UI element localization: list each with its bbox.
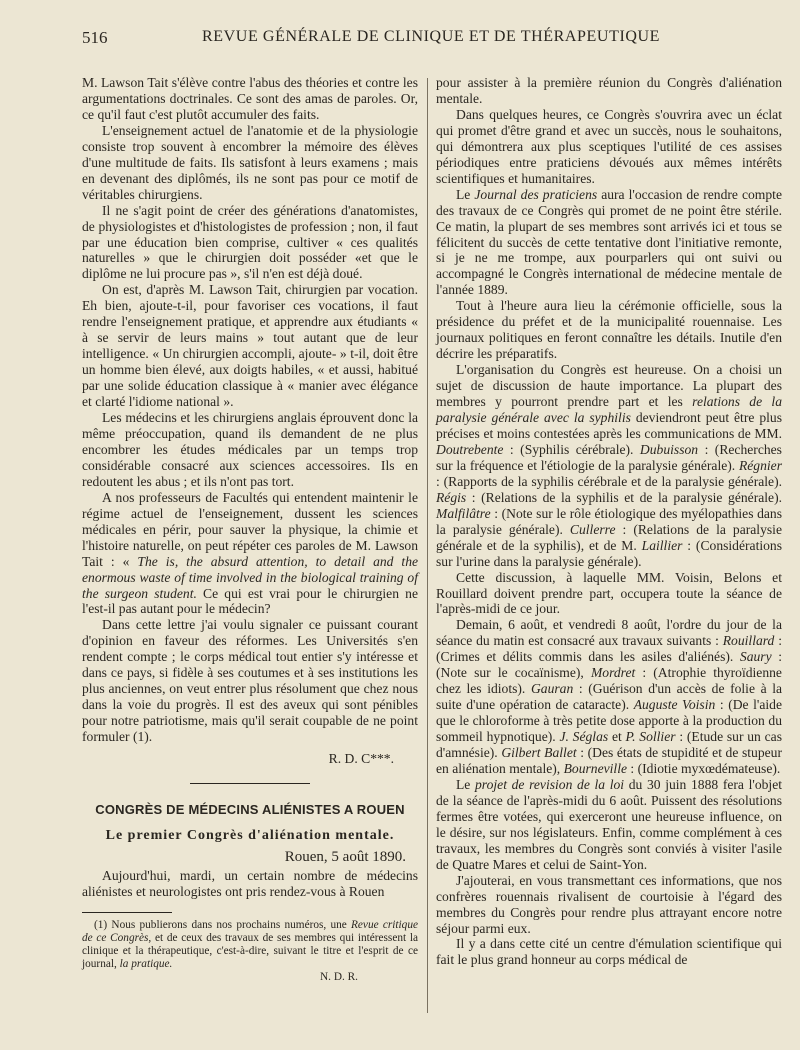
author-name: Malfilâtre (436, 505, 491, 521)
dateline: Rouen, 5 août 1890. (284, 848, 406, 865)
author-name: P. Sollier (625, 729, 676, 745)
text: : (Guérison d'un accès de folie à la suite d'une opération de cataracte). (436, 681, 783, 713)
paragraph: On est, d'après M. Lawson Tait, chirurgien par vocation. Eh bien, ajoute-t-il, pour favoriser ces vocations, il faut rendre l'enseignement pratique, et apprendre aux étudiants « à se servir de leurs mains » tout autant que de leur intelligence. « Un chirurgien accompli, ajoute- » t-il, doit être un homme bien élevé, aux doigts habiles, « et aussi, habitué par une solide éducation classique à « manier avec élégance et clarté l'idiome national ». (82, 282, 418, 410)
text: : (Syphilis cérébrale). (509, 441, 634, 457)
footnote-signature: N. D. R. (320, 970, 358, 983)
paragraph (436, 777, 782, 873)
text: : (Relations de la syphilis et de la paralysie générale). (471, 489, 782, 505)
page-number: 516 (82, 28, 108, 47)
author-name: Cullerre (569, 521, 616, 537)
text: Ce qui est vrai pour le chirurgien ne l'est-il pas autant pour le médecin? (82, 585, 418, 617)
text: : (Des états de stupidité et de stupeur en aliénation mentale), (436, 745, 782, 776)
paragraph: Dans cette lettre j'ai voulu signaler ce puissant courant d'opinion en faveur des réformes. Les Universités s'en rendent compte ; le corps médical tout entier s'y intéresse et dans ce pays, si fidèle à ses coutumes et à ses institutions les plus anciennes, on veut entrer plus résolument que chez nous dans la voie du progrès. Il est des aveux qui sont pénibles pour notre patriotisme, mais qu'il serait coupable de ne point formuler (1). (82, 617, 418, 745)
author-name: Gilbert Ballet (501, 745, 577, 761)
author-name: J. Séglas (559, 729, 609, 745)
footnote-rule (82, 912, 172, 913)
text: (1) Nous publierons dans nos prochains numéros, une (94, 918, 347, 931)
text: : (De l'aide que le chloroforme à très petite dose apporte à la production du sommeil hypnotique). (436, 697, 782, 745)
paragraph: Aujourd'hui, mardi, un certain nombre de médecins aliénistes et neurologistes ont pris rendez-vous à Rouen (82, 867, 418, 899)
author-name: Régis (436, 489, 467, 505)
paragraph (436, 362, 782, 569)
text: aura l'occasion de rendre compte des travaux de ce Congrès qui promet de ne point être stérile. Ce matin, la plupart de ses membres sont arrivés ici et tous se félicitent du succès de cette tentative dont l'initiative remonte, si je ne me trompe, aux pourparlers qui ont suivi ou accompagné le Congrès international de médecine mentale de l'année 1889. (436, 186, 782, 298)
author-name: Saury (739, 649, 772, 665)
paragraph: J'ajouterai, en vous transmettant ces informations, que nos confrères rouennais rivalisent de courtoisie à l'égard des membres du Congrès pour rendre plus attrayant encore notre séjour parmi eux. (436, 872, 782, 936)
author-name: Auguste Voisin (633, 697, 716, 713)
subsection-title: Le premier Congrès d'aliénation mentale. (105, 827, 395, 843)
paragraph: Dans quelques heures, ce Congrès s'ouvrira avec un éclat qui promet d'être grand et avec un succès, nous le souhaitons, qui démontrera aux plus sceptiques l'utilité de ces assises périodiques entre praticiens dévoués aux mêmes intérêts scientifiques et humanitaires. (436, 106, 782, 186)
paragraph: L'enseignement actuel de l'anatomie et de la physiologie consiste trop souvent à encombrer la mémoire des élèves d'une multitude de faits. Ils satisfont à leurs examens ; mais en devenant des diplômés, ils ne sont pas pour ce motif de véritables chirurgiens. (82, 122, 418, 202)
author-name: Bourneville (563, 760, 628, 776)
author-name: Mordret (590, 665, 636, 681)
text: Demain, 6 août, et vendredi 8 août, l'ordre du jour de la séance du matin est consacré aux travaux suivants : (436, 617, 782, 649)
author-name: Régnier (738, 457, 782, 473)
text: : (Recherches sur la fréquence et l'étiologie de la paralysie générale). (436, 441, 782, 473)
text: et (611, 729, 622, 745)
running-head: REVUE GÉNÉRALE DE CLINIQUE ET DE THÉRAPEUTIQUE (202, 28, 661, 45)
topic-italic: relations de la paralysie générale avec la syphilis (436, 394, 783, 426)
left-column (82, 75, 418, 984)
text: : (Rapports de la syphilis cérébrale et de la paralysie générale). (436, 473, 782, 489)
text: : (Atrophie thyroïdienne chez les idiots). (436, 665, 782, 697)
paragraph: pour assister à la première réunion du Congrès d'aliénation mentale. (436, 75, 782, 106)
footnote-text (82, 919, 418, 971)
author-name: Rouillard (722, 633, 775, 649)
section-title: CONGRÈS DE MÉDECINS ALIÉNISTES A ROUEN (95, 801, 405, 817)
author-signature: R. D. C***. (328, 751, 394, 767)
text: : (Relations de la paralysie générale et de la syphilis), et de M. (436, 521, 782, 553)
text: A nos professeurs de Facultés qui entendent maintenir le régime actuel de l'enseignement, dussent les sciences médicales en périr, pour sauver la physique, la chimie et l'histoire naturelle, on peut répéter ces paroles de M. Lawson Tait : « (82, 489, 418, 569)
english-quote: The is, the absurd attention, to detail and the enormous waste of time involved in the biological training of the surgeon student. (82, 553, 419, 601)
column-divider (427, 78, 428, 1013)
text-italic: la pratique. (119, 957, 173, 970)
text: L'organisation du Congrès est heureuse. On a choisi un sujet de discussion de haute importance. La plupart des membres y pourront prendre part et les (436, 362, 782, 410)
author-name: Doutrebente (436, 441, 504, 457)
page-header (82, 28, 772, 52)
text-italic: Revue critique de ce Congrès, (82, 918, 418, 944)
right-column (436, 75, 782, 968)
paragraph: M. Lawson Tait s'élève contre l'abus des théories et contre les argumentations doctrinales. Ce sont des amas de paroles. Or, ce qu'il faut c'est plutôt accumuler des faits. (82, 75, 418, 122)
text: du 30 juin 1888 fera l'objet de la séance de l'après-midi du 6 août. Puissent des résolutions fermes être votées, qui exerceront une heureuse influence, on le désire, sur nos législateurs. Enfin, comme complément à ces travaux, les membres du Congrès sont conviés à visiter l'asile de Quatre Mares et celui de Saint-Yon. (436, 776, 783, 872)
text: : (Etude sur un cas d'amnésie). (436, 729, 782, 761)
footnote (82, 919, 418, 984)
topic-italic: projet de revision de la loi (475, 776, 625, 792)
author-name: Dubuisson (639, 441, 699, 457)
text: : (Note sur le rôle étiologique des myélopathies dans la paralysie générale). (436, 505, 782, 537)
section-divider (190, 783, 310, 784)
paragraph: Il y a dans cette cité un centre d'émulation scientifique qui fait le plus grand honneur au corps médical de (436, 936, 782, 968)
paragraph: Il ne s'agit point de créer des générations d'anatomistes, de physiologistes et d'histologistes de profession ; non, il faut par une éducation bien comprise, cultiver « ces qualités naturelles » que le chirurgien doit posséder «et que le diplôme ne lui procure pas », s'il n'en est déjà doué. (82, 202, 418, 282)
paragraph: Cette discussion, à laquelle MM. Voisin, Belons et Rouillard doivent prendre part, occupera toute la séance de l'après-midi de ce jour. (436, 569, 782, 617)
paragraph (82, 490, 418, 618)
paragraph (436, 617, 782, 777)
paragraph: Tout à l'heure aura lieu la cérémonie officielle, sous la présidence du préfet et de la municipalité rouennaise. Les journaux politiques en feront connaître les détails. Inutile d'en décrire les préparatifs. (436, 298, 782, 362)
text: Le (456, 186, 471, 202)
text: : (Considérations sur l'urine dans la paralysie générale). (436, 537, 783, 569)
text: : (Crimes et délits commis dans les asiles d'aliénés). (436, 633, 782, 665)
text: Le (456, 776, 471, 792)
author-name: Laillier (641, 537, 683, 553)
paragraph (436, 187, 782, 299)
paragraph: Les médecins et les chirurgiens anglais éprouvent donc la même préoccupation, quand ils demandent de ne plus encombrer les études médicales par un temps trop considérable consacré aux sciences accessoires. Ils en redoutent les abus ; et ils n'ont pas tort. (82, 410, 418, 489)
text: et de ceux des travaux de ses membres qui intéressent la clinique et la thérapeutique, c'est-à-dire, suivant le titre et l'esprit de ce journal, (82, 931, 419, 970)
author-name: Gauran (530, 681, 574, 697)
text: : (Note sur le cocaïnisme), (436, 649, 782, 681)
journal-title: Journal des praticiens (474, 186, 598, 202)
text: : (Idiotie myxœdémateuse). (630, 760, 781, 776)
text: deviendront peut être plus précises et moins contestées après les communications de MM. (436, 410, 782, 441)
